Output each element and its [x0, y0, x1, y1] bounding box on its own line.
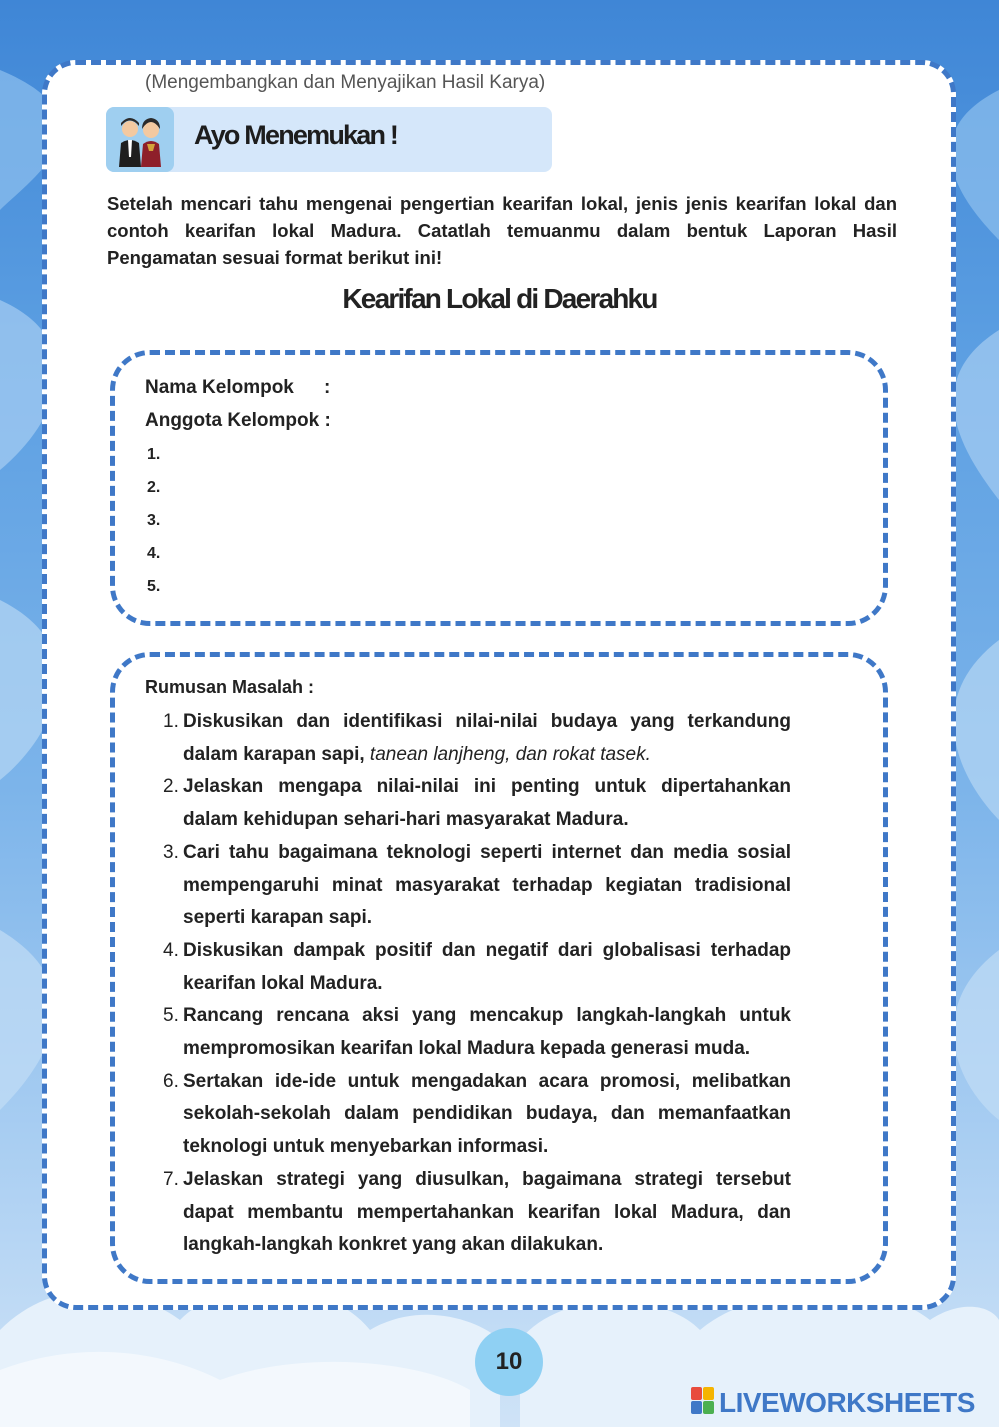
item-number: 3.: [163, 841, 179, 863]
group-name-label: Nama Kelompok: [145, 377, 294, 398]
problem-list: [145, 706, 791, 1262]
item-text: Cari tahu bagaimana teknologi seperti internet dan media sosial mempengaruhi minat masyarakat terhadap kegiatan tradisional seperti karapan sapi.: [183, 841, 791, 929]
section-title: Kearifan Lokal di Daerahku: [342, 283, 657, 314]
list-item: [145, 837, 791, 935]
liveworksheets-badge-icon: [691, 1387, 715, 1415]
item-number: 6.: [163, 1070, 179, 1092]
item-number: 2.: [163, 776, 179, 798]
intro-paragraph: Setelah mencari tahu mengenai pengertian kearifan lokal, jenis jenis kearifan lokal dan contoh kearifan lokal Madura. Catatlah temuanmu dalam bentuk Laporan Hasil Pengamatan sesuai format berikut ini!: [107, 193, 897, 268]
item-text: Jelaskan strategi yang diusulkan, bagaimana strategi tersebut dapat membantu mempertahankan kearifan lokal Madura, dan langkah-langkah konkret yang akan dilakukan.: [183, 1168, 791, 1256]
section-banner: [106, 107, 552, 172]
group-members-label: Anggota Kelompok :: [145, 410, 331, 431]
item-number: 1.: [163, 711, 179, 732]
member-number: 2.: [147, 479, 161, 496]
list-item: [145, 1066, 791, 1164]
item-number: 4.: [163, 939, 179, 961]
kids-illustration-icon: [106, 107, 174, 172]
liveworksheets-logo[interactable]: [691, 1387, 991, 1419]
item-text: Jelaskan mengapa nilai-nilai ini penting untuk dipertahankan dalam kehidupan sehari-hari masyarakat Madura.: [183, 776, 791, 831]
list-item: [145, 771, 791, 836]
brand-text: LIVEWORKSHEETS: [719, 1387, 975, 1418]
problem-statement-label: Rumusan Masalah :: [145, 677, 315, 697]
group-name-colon: :: [324, 377, 331, 398]
list-item: [145, 1164, 791, 1262]
item-italic-text: tanean lanjheng, dan rokat tasek.: [369, 743, 651, 765]
banner-title: Ayo Menemukan !: [194, 120, 398, 150]
member-number: 1.: [147, 446, 161, 463]
item-number: 7.: [163, 1168, 179, 1190]
member-number: 4.: [147, 545, 161, 562]
list-item: [145, 935, 791, 1000]
item-text: Sertakan ide-ide untuk mengadakan acara promosi, melibatkan sekolah-sekolah dalam pendidikan budaya, dan memanfaatkan teknologi untuk menyebarkan informasi.: [183, 1070, 791, 1158]
page-subtitle: (Mengembangkan dan Menyajikan Hasil Karya): [145, 72, 546, 93]
item-number: 5.: [163, 1005, 179, 1027]
item-text: Diskusikan dampak positif dan negatif dari globalisasi terhadap kearifan lokal Madura.: [183, 939, 791, 994]
list-item: [145, 1000, 791, 1065]
list-item: [145, 706, 791, 771]
item-text: Rancang rencana aksi yang mencakup langkah-langkah untuk mempromosikan kearifan lokal Madura kepada generasi muda.: [183, 1005, 791, 1060]
member-number: 3.: [147, 512, 161, 529]
page-number: 10: [475, 1328, 543, 1396]
item-text: Diskusikan dan identifikasi nilai-nilai budaya yang terkandung dalam karapan sapi,: [183, 711, 791, 765]
member-number: 5.: [147, 578, 161, 595]
